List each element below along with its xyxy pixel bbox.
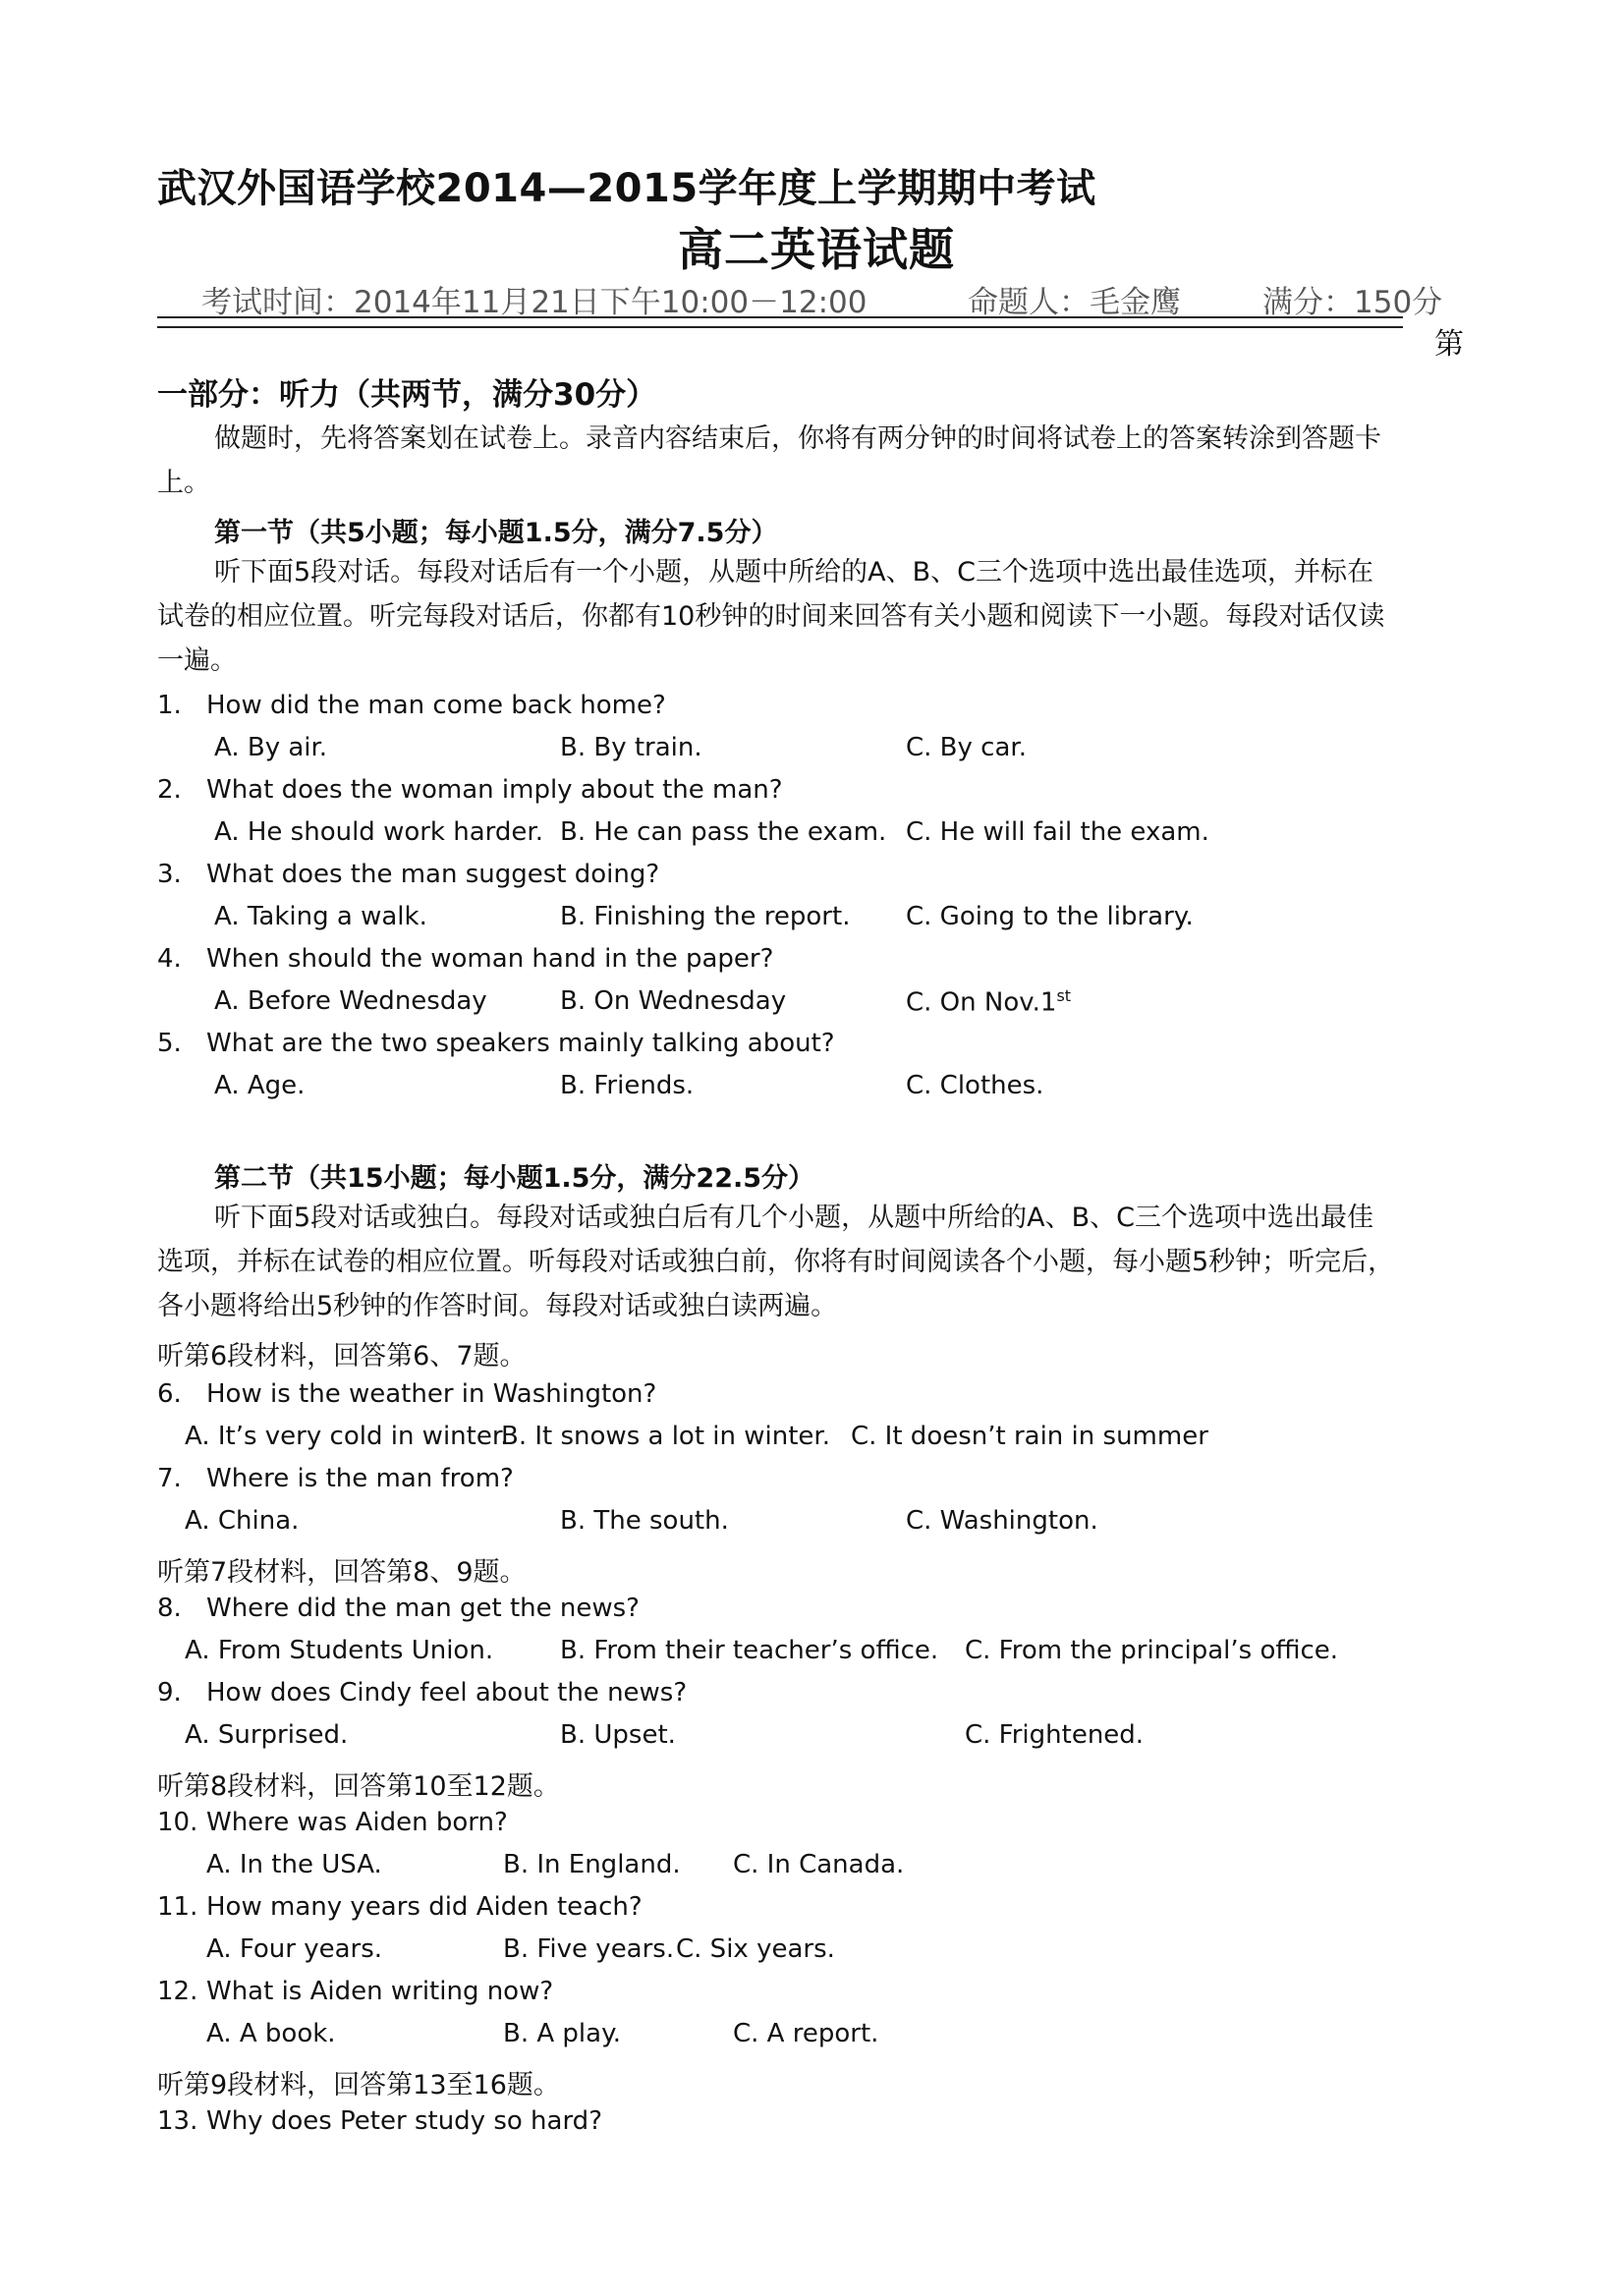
question-number: 10. — [157, 1808, 198, 1837]
section1-heading: 第一节（共5小题；每小题1.5分，满分7.5分） — [214, 518, 778, 548]
option-a: A. In the USA. — [206, 1850, 382, 1879]
option-c: C. A report. — [733, 2019, 879, 2048]
option-a: A. Taking a walk. — [214, 902, 427, 931]
header-rule-top — [157, 316, 1403, 318]
option-c: C. Six years. — [676, 1934, 835, 1964]
option-c — [906, 986, 1071, 1018]
question-text: When should the woman hand in the paper? — [206, 944, 774, 974]
question-text: What does the man suggest doing? — [206, 860, 660, 889]
section2-heading: 第二节（共15小题；每小题1.5分，满分22.5分） — [214, 1163, 815, 1194]
section2-instructions: 听下面5段对话或独白。每段对话或独白后有几个小题，从题中所给的A、B、C三个选项中选出最佳 — [214, 1203, 1374, 1233]
option-c: C. In Canada. — [733, 1850, 905, 1879]
question-number: 11. — [157, 1892, 198, 1922]
option-b: B. On Wednesday — [560, 986, 787, 1016]
question-number: 7. — [157, 1464, 182, 1493]
question-number: 9. — [157, 1678, 182, 1708]
option-c: C. He will fail the exam. — [906, 817, 1209, 847]
question-text: What is Aiden writing now? — [206, 1977, 554, 2006]
question-number: 3. — [157, 860, 182, 889]
material-intro: 听第8段材料，回答第10至12题。 — [157, 1771, 560, 1802]
option-c: C. It doesn’t rain in summer — [851, 1422, 1208, 1451]
section2-instructions: 选项，并标在试卷的相应位置。听每段对话或独白前，你将有时间阅读各个小题，每小题5秒钟；听完后， — [157, 1247, 1395, 1277]
question-text: How does Cindy feel about the news? — [206, 1678, 688, 1708]
option-b: B. Friends. — [560, 1071, 695, 1100]
question-text: What does the woman imply about the man? — [206, 775, 783, 805]
option-c: C. By car. — [906, 733, 1027, 762]
option-b: B. In England. — [503, 1850, 681, 1879]
question-number: 6. — [157, 1379, 182, 1409]
question-text: Where was Aiden born? — [206, 1808, 508, 1837]
question-number: 1. — [157, 691, 182, 720]
option-a: A. Age. — [214, 1071, 306, 1100]
option-b: B. He can pass the exam. — [560, 817, 887, 847]
option-c-text: C. On Nov.1 — [906, 987, 1057, 1018]
option-b: B. A play. — [503, 2019, 622, 2048]
option-c: C. Going to the library. — [906, 902, 1194, 931]
material-intro: 听第6段材料，回答第6、7题。 — [157, 1341, 527, 1372]
option-c: C. From the principal’s office. — [965, 1636, 1339, 1665]
question-number: 8. — [157, 1594, 182, 1623]
option-a: A. Before Wednesday — [214, 986, 487, 1016]
exam-author: 命题人：毛金鹰 — [968, 285, 1181, 320]
question-text: How did the man come back home? — [206, 691, 666, 720]
option-a: A. He should work harder. — [214, 817, 543, 847]
question-number: 4. — [157, 944, 182, 974]
header-rule-bottom — [157, 326, 1403, 328]
option-b: B. It snows a lot in winter. — [501, 1422, 830, 1451]
option-b: B. Upset. — [560, 1720, 676, 1750]
question-number: 5. — [157, 1029, 182, 1058]
option-b: B. Finishing the report. — [560, 902, 851, 931]
section1-instructions: 听下面5段对话。每段对话后有一个小题，从题中所给的A、B、C三个选项中选出最佳选项，并标在 — [214, 557, 1374, 588]
option-a: A. Surprised. — [185, 1720, 349, 1750]
question-number: 13. — [157, 2106, 198, 2136]
option-a: A. Four years. — [206, 1934, 383, 1964]
material-intro: 听第9段材料，回答第13至16题。 — [157, 2070, 560, 2100]
option-a: A. From Students Union. — [185, 1636, 494, 1665]
corner-text: 第 — [1434, 327, 1464, 362]
exam-title: 武汉外国语学校2014—2015学年度上学期期中考试 — [157, 166, 1096, 211]
option-a: A. By air. — [214, 733, 328, 762]
question-text: Why does Peter study so hard? — [206, 2106, 602, 2136]
question-text: How is the weather in Washington? — [206, 1379, 657, 1409]
option-a: A. It’s very cold in winter. — [185, 1422, 509, 1451]
option-c: C. Frightened. — [965, 1720, 1145, 1750]
option-a: A. China. — [185, 1506, 300, 1536]
question-text: Where did the man get the news? — [206, 1594, 640, 1623]
section2-instructions: 各小题将给出5秒钟的作答时间。每段对话或独白读两遍。 — [157, 1291, 838, 1321]
question-number: 2. — [157, 775, 182, 805]
option-c: C. Clothes. — [906, 1071, 1044, 1100]
option-b: B. From their teacher’s office. — [560, 1636, 939, 1665]
option-c: C. Washington. — [906, 1506, 1098, 1536]
instructions-line: 上。 — [157, 468, 210, 498]
exam-time: 考试时间：2014年11月21日下午10:00－12:00 — [201, 285, 867, 320]
full-score: 满分：150分 — [1262, 285, 1443, 320]
question-number: 12. — [157, 1977, 198, 2006]
paper-subtitle: 高二英语试题 — [678, 223, 955, 276]
question-text: Where is the man from? — [206, 1464, 514, 1493]
section1-instructions: 试卷的相应位置。听完每段对话后，你都有10秒钟的时间来回答有关小题和阅读下一小题。每段对话仅读 — [157, 601, 1385, 632]
instructions-line: 做题时，先将答案划在试卷上。录音内容结束后，你将有两分钟的时间将试卷上的答案转涂到答题卡 — [214, 423, 1381, 454]
question-text: How many years did Aiden teach? — [206, 1892, 643, 1922]
option-a: A. A book. — [206, 2019, 336, 2048]
part-heading: 一部分：听力（共两节，满分30分） — [157, 377, 657, 413]
option-b: B. Five years. — [503, 1934, 675, 1964]
option-b: B. By train. — [560, 733, 702, 762]
option-b: B. The south. — [560, 1506, 729, 1536]
material-intro: 听第7段材料，回答第8、9题。 — [157, 1557, 527, 1588]
question-text: What are the two speakers mainly talking about? — [206, 1029, 835, 1058]
section1-instructions: 一遍。 — [157, 645, 237, 676]
ordinal-suffix: st — [1056, 986, 1072, 1005]
